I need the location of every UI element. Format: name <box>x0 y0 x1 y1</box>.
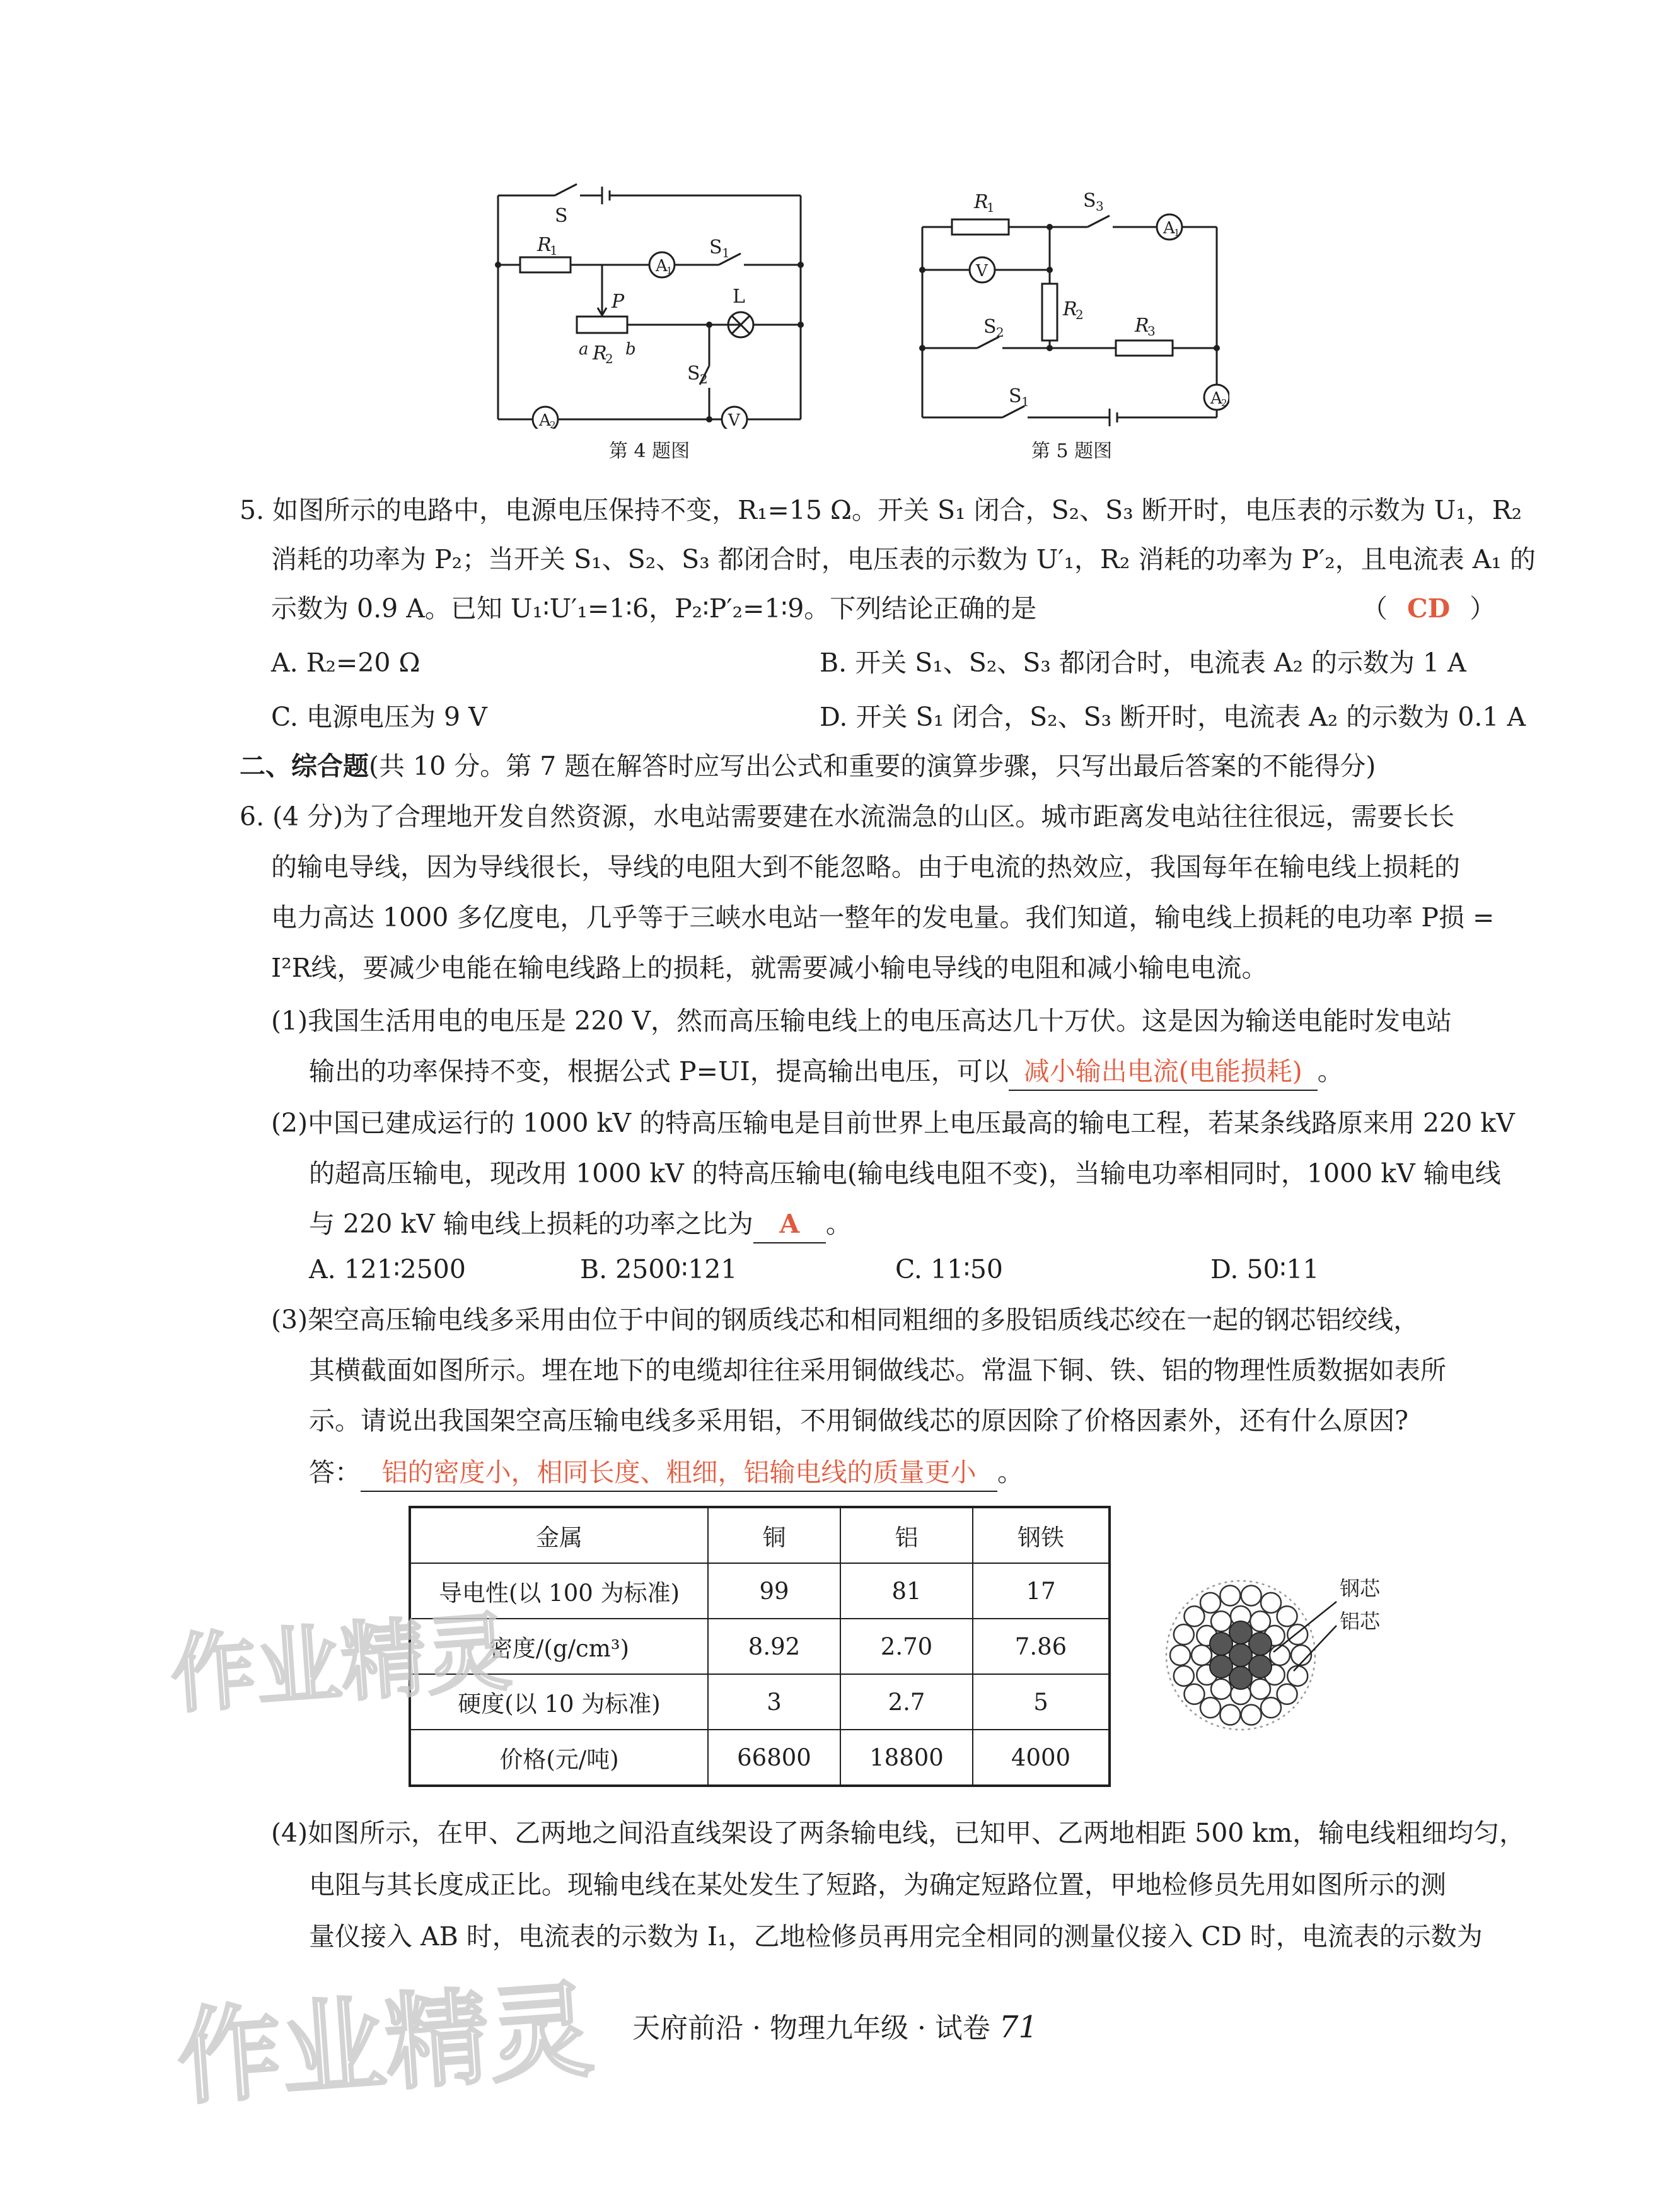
fig5-label-r3: R <box>1135 315 1149 337</box>
table-cell: 密度/(g/cm³) <box>410 1619 708 1674</box>
q6-part2-option-b: B. 2500∶121 <box>580 1254 738 1284</box>
fig4-label-s2: S <box>687 363 700 385</box>
q6-part2-option-d: D. 50∶11 <box>1210 1254 1319 1284</box>
q6-part3-line-2: 其横截面如图所示。埋在地下的电缆却往往采用铜做线芯。常温下铜、铁、铝的物理性质数据如表所 <box>309 1355 1446 1385</box>
q6-part1-stem: 输出的功率保持不变，根据公式 P=UI，提高输出电压，可以 <box>309 1056 1009 1086</box>
q6-part3-answer-line <box>309 1454 1023 1492</box>
table-cell: 2.70 <box>840 1619 973 1674</box>
q6-part2-stem: 与 220 kV 输电线上损耗的功率之比为 <box>309 1209 753 1239</box>
table-cell: 3 <box>708 1674 840 1730</box>
q5-line-2: 消耗的功率为 P₂；当开关 S₁、S₂、S₃ 都闭合时，电压表的示数为 U′₁，R₂ 消耗的功率为 P′₂，且电流表 A₁ 的 <box>271 544 1536 574</box>
aluminium-strand <box>1277 1684 1297 1704</box>
q5-option-b: B. 开关 S₁、S₂、S₃ 都闭合时，电流表 A₂ 的示数为 1 A <box>820 648 1466 678</box>
q5-stem-end: 示数为 0.9 A。已知 U₁∶U′₁=1∶6，P₂∶P′₂=1∶9。下列结论正确的是 <box>271 593 1037 624</box>
table-header-cell: 铝 <box>840 1507 973 1563</box>
page-number: 71 <box>999 2010 1038 2045</box>
aluminium-strand <box>1170 1645 1190 1665</box>
fig4-label-s1: S <box>709 236 722 259</box>
fig4-label-l: L <box>733 286 745 308</box>
table-cell: 7.86 <box>973 1619 1110 1674</box>
fig5-label-s1-sub: 1 <box>1021 394 1029 409</box>
fig5-label-s1: S <box>1009 385 1022 407</box>
table-cell: 17 <box>973 1563 1110 1619</box>
table-header-cell: 钢铁 <box>973 1507 1110 1563</box>
period: 。 <box>997 1457 1023 1487</box>
aluminium-strand <box>1192 1645 1212 1665</box>
q5-option-d: D. 开关 S₁ 闭合，S₂、S₃ 断开时，电流表 A₂ 的示数为 0.1 A <box>820 702 1526 732</box>
table-cell: 5 <box>973 1674 1110 1730</box>
q5-answer-paren <box>1362 590 1495 627</box>
fig4-label-s: S <box>555 205 568 227</box>
fig5-label-v: V <box>976 262 988 281</box>
aluminium-strand <box>1287 1666 1308 1686</box>
q6-line-1: 6. (4 分)为了合理地开发自然资源，水电站需要建在水流湍急的山区。城市距离发电站往往很远，需要长长 <box>240 801 1455 832</box>
fig4-label-a1: A <box>656 257 668 276</box>
figure-5-caption: 第 5 题图 <box>1031 440 1113 462</box>
fig5-label-r2-sub: 2 <box>1076 307 1084 322</box>
figure-5-circuit <box>914 183 1229 429</box>
fig5-label-s2-sub: 2 <box>996 325 1004 340</box>
q6-part2-line-1: (2)中国已建成运行的 1000 kV 的特高压输电是目前世界上电压最高的输电工程，若某条线路原来用 220 kV <box>271 1108 1515 1138</box>
q6-part1-answer: 减小输出电流(电能损耗) <box>1009 1053 1318 1091</box>
fig4-label-p: P <box>612 291 625 313</box>
aluminium-strand <box>1174 1624 1194 1644</box>
table-cell: 价格(元/吨) <box>410 1730 708 1786</box>
table-cell: 2.7 <box>840 1674 973 1730</box>
fig4-label-r1: R <box>537 234 552 256</box>
fig4-label-a1-sub: 1 <box>666 265 673 276</box>
q6-part4-line-1: (4)如图所示，在甲、乙两地之间沿直线架设了两条输电线，已知甲、乙两地相距 500 km，输电线粗细均匀， <box>271 1818 1526 1848</box>
table-row <box>410 1730 1110 1786</box>
q6-part3-line-1: (3)架空高压输电线多采用由位于中间的钢质线芯和相同粗细的多股铝质线芯绞在一起的钢芯铝绞线， <box>271 1305 1420 1335</box>
q6-line-3: 电力高达 1000 多亿度电，几乎等于三峡水电站一整年的发电量。我们知道，输电线上损耗的电功率 P损 = <box>271 902 1495 933</box>
aluminium-strand <box>1270 1645 1290 1665</box>
aluminium-strand <box>1200 1697 1221 1718</box>
fig4-label-r2-sub: 2 <box>605 351 613 366</box>
aluminium-strand <box>1184 1684 1204 1704</box>
q6-part2-line-2: 的超高压输电，现改用 1000 kV 的特高压输电(输电线电阻不变)，当输电功率相同时，1000 kV 输电线 <box>309 1158 1501 1189</box>
fig5-label-a1-sub: 1 <box>1174 227 1180 238</box>
section-2-heading <box>240 748 1376 784</box>
q5-line-3 <box>271 590 1036 627</box>
table-cell: 导电性(以 100 为标准) <box>410 1563 708 1619</box>
table-row <box>410 1563 1110 1619</box>
q6-part3-answer: 铝的密度小，相同长度、粗细，铝输电线的质量更小 <box>361 1454 997 1492</box>
q6-part4-line-3: 量仪接入 AB 时，电流表的示数为 I₁，乙地检修员再用完全相同的测量仪接入 CD 时，电流表的示数为 <box>309 1921 1483 1952</box>
q6-part2-line-3 <box>309 1206 852 1243</box>
fig4-label-a2: A <box>539 411 551 429</box>
steel-core-label: 钢芯 <box>1340 1576 1381 1600</box>
table-row <box>410 1674 1110 1730</box>
paren-open: （ <box>1362 593 1388 624</box>
fig4-label-b: b <box>625 340 636 359</box>
q6-part3-line-3: 示。请说出我国架空高压输电线多采用铝，不用铜做线芯的原因除了价格因素外，还有什么原因? <box>309 1406 1408 1436</box>
q6-part2-option-a: A. 121∶2500 <box>309 1254 466 1284</box>
page-footer <box>0 2005 1670 2046</box>
aluminium-strand <box>1174 1666 1194 1686</box>
fig4-label-s1-sub: 1 <box>722 245 730 260</box>
fig4-label-a2-sub: 2 <box>550 419 556 429</box>
figure-4-circuit <box>492 177 820 429</box>
aluminium-strand <box>1241 1585 1261 1605</box>
fig5-label-a2: A <box>1210 389 1222 408</box>
q5-answer: CD <box>1407 593 1451 624</box>
table-cell: 4000 <box>973 1730 1110 1786</box>
q6-line-2: 的输电导线，因为导线很长，导线的电阻大到不能忽略。由于电流的热效应，我国每年在输电线上损耗的 <box>271 852 1460 882</box>
q6-line-4: I²R线，要减少电能在输电线路上的损耗，就需要减小输电导线的电阻和减小输电电流。 <box>271 953 1268 983</box>
q5-option-c: C. 电源电压为 9 V <box>271 702 487 732</box>
q6-part4-line-2: 电阻与其长度成正比。现输电线在某处发生了短路，为确定短路位置，甲地检修员先用如图所示的测 <box>309 1870 1446 1900</box>
table-header-cell: 金属 <box>410 1507 708 1563</box>
fig4-label-s2-sub: 2 <box>700 371 708 387</box>
aluminium-strand <box>1184 1606 1204 1626</box>
q6-part2-option-c: C. 11∶50 <box>895 1254 1003 1284</box>
fig5-label-r1: R <box>974 191 989 213</box>
fig5-label-s3: S <box>1083 190 1096 212</box>
fig5-label-a1: A <box>1163 219 1175 238</box>
answer-label: 答： <box>309 1457 361 1487</box>
fig5-label-s2: S <box>983 316 997 338</box>
aluminium-strand <box>1261 1697 1281 1718</box>
section-2-title: 二、综合题 <box>240 751 369 781</box>
watermark: 作业精灵 <box>173 1969 597 2119</box>
table-cell: 18800 <box>840 1730 973 1786</box>
aluminium-strand <box>1241 1705 1261 1725</box>
table-header-row <box>410 1507 1110 1563</box>
q6-part2-answer: A <box>753 1206 826 1243</box>
fig4-label-v: V <box>728 411 740 429</box>
fig5-label-r2: R <box>1063 298 1077 320</box>
aluminium-strand <box>1261 1593 1281 1613</box>
fig5-label-r3-sub: 3 <box>1147 323 1156 339</box>
q5-line-1: 5. 如图所示的电路中，电源电压保持不变，R₁=15 Ω。开关 S₁ 闭合，S₂、S₃ 断开时，电压表的示数为 U₁，R₂ <box>240 495 1522 525</box>
paren-close: ） <box>1470 593 1496 624</box>
table-cell: 66800 <box>708 1730 840 1786</box>
q6-part1-line-2 <box>309 1053 1343 1091</box>
q5-option-a: A. R₂=20 Ω <box>271 648 420 678</box>
fig5-label-a2-sub: 2 <box>1221 397 1227 409</box>
watermark: 作业精灵 <box>167 1602 514 1725</box>
fig5-label-s3-sub: 3 <box>1096 199 1104 214</box>
q6-part1-line-1: (1)我国生活用电的电压是 220 V，然而高压输电线上的电压高达几十万伏。这是因为输送电能时发电站 <box>271 1006 1453 1036</box>
fig4-label-r2: R <box>593 342 607 364</box>
aluminium-strand <box>1200 1593 1221 1613</box>
section-2-note: (共 10 分。第 7 题在解答时应写出公式和重要的演算步骤，只写出最后答案的不能得分) <box>369 751 1376 781</box>
aluminium-core-label: 铝芯 <box>1340 1609 1381 1633</box>
table-cell: 硬度(以 10 为标准) <box>410 1674 708 1730</box>
fig4-label-a: a <box>579 340 589 359</box>
cable-cross-section-figure <box>1147 1551 1412 1740</box>
fig5-label-r1-sub: 1 <box>987 200 995 215</box>
metal-properties-table <box>409 1506 1111 1787</box>
figure-4-caption: 第 4 题图 <box>608 440 690 462</box>
table-row <box>410 1619 1110 1674</box>
aluminium-strand <box>1220 1705 1240 1725</box>
aluminium-strand <box>1211 1611 1231 1631</box>
aluminium-strand <box>1250 1679 1270 1699</box>
fig4-label-r1-sub: 1 <box>550 243 558 258</box>
period: 。 <box>1317 1056 1343 1086</box>
table-cell: 81 <box>840 1563 973 1619</box>
table-cell: 99 <box>708 1563 840 1619</box>
footer-title: 天府前沿 · 物理九年级 · 试卷 <box>632 2012 990 2044</box>
aluminium-strand <box>1277 1606 1297 1626</box>
aluminium-strand <box>1220 1585 1240 1605</box>
period: 。 <box>825 1209 852 1239</box>
table-cell: 8.92 <box>708 1619 840 1674</box>
table-header-cell: 铜 <box>708 1507 840 1563</box>
